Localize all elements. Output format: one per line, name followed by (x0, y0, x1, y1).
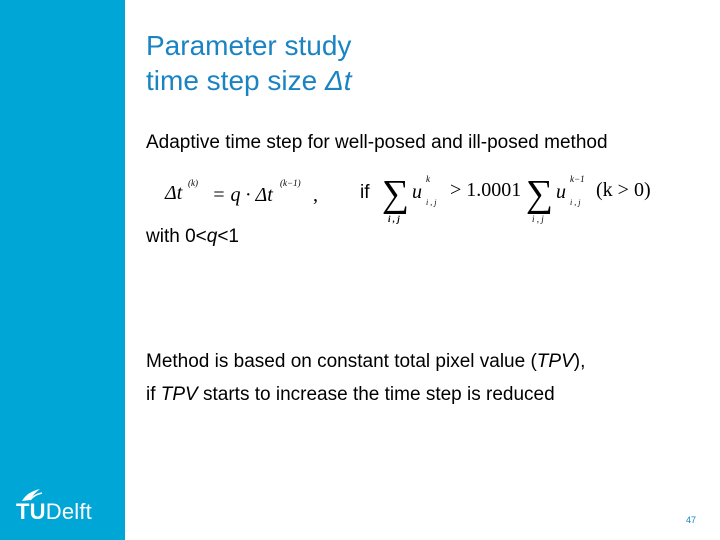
sum-sub-2: i , j (532, 214, 544, 224)
formula-u-1: u (412, 181, 422, 203)
method-line-1: Method is based on constant total pixel value (TPV), (146, 351, 586, 372)
formula-u-sup-2: k−1 (570, 174, 585, 184)
page-number: 47 (686, 515, 697, 525)
formula-sup-k: (k) (188, 178, 198, 188)
formula-lhs: Δt (165, 182, 183, 204)
title-line-2: time step size Δt (146, 65, 352, 96)
with-text: with 0<q<1 (146, 226, 239, 247)
intro-text: Adaptive time step for well-posed and ill-posed method (146, 132, 608, 153)
formula-u-sup-1: k (426, 174, 430, 184)
logo-text: TUDelft (16, 499, 92, 524)
formula-eq: = q · Δt (212, 184, 273, 206)
title-line-1: Parameter study (146, 30, 352, 61)
sum-sub-1: i , j (388, 214, 400, 224)
formula (150, 160, 670, 230)
formula-sup-k1: (k−1) (280, 178, 301, 188)
formula-if: if (360, 182, 370, 203)
sidebar-band (0, 0, 125, 540)
formula-cond: (k > 0) (596, 179, 651, 201)
formula-u-sub-1: i , j (426, 198, 437, 207)
formula-u-2: u (556, 181, 566, 203)
formula-gt: > 1.0001 (450, 179, 522, 201)
slide-title (146, 28, 352, 98)
tudelft-logo (14, 488, 114, 528)
method-line-2: if TPV starts to increase the time step is reduced (146, 384, 555, 405)
formula-comma: , (313, 184, 318, 206)
sum-symbol-2: ∑ (526, 173, 554, 215)
sum-symbol-1: ∑ (382, 173, 410, 215)
formula-u-sub-2: i , j (570, 198, 581, 207)
